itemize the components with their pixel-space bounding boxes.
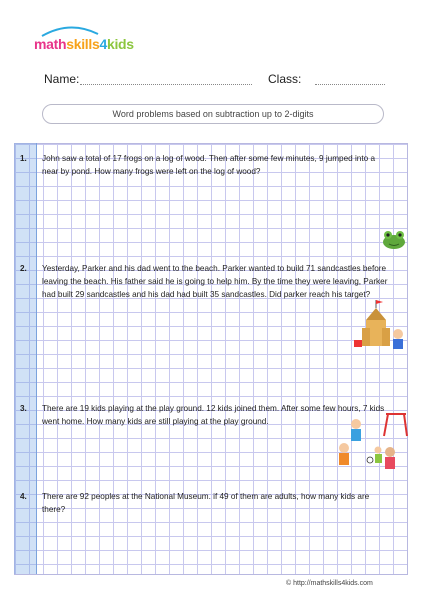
class-label: Class: — [268, 72, 302, 86]
footer-url[interactable]: © http://mathskills4kids.com — [286, 580, 373, 587]
question-text: There are 92 peoples at the National Museum. if 49 of them are adults, how many kids are there? — [42, 492, 370, 514]
worksheet-title: Word problems based on subtraction up to 2-digits — [42, 104, 384, 124]
question-text: John saw a total of 17 frogs on a log of wood. Then after some few minutes, 9 jumped into a near by pond. How many frogs were left on the log of wood? — [42, 154, 376, 176]
logo-part-skills: skills — [66, 36, 100, 52]
class-field[interactable] — [315, 84, 385, 85]
name-label: Name: — [44, 72, 80, 86]
question-number: 4. — [20, 492, 27, 501]
question-number: 3. — [20, 404, 27, 413]
playground-kids-icon — [330, 410, 408, 472]
logo-part-math: math — [34, 36, 67, 52]
question-text: There are 19 kids playing at the play ground. 12 kids joined them. After some few hours, 7 kids went home. How many kids are still playing at the play ground. — [42, 404, 385, 426]
sandcastle-icon — [352, 298, 408, 352]
margin-strip — [14, 143, 37, 574]
logo-part-kids: kids — [106, 36, 134, 52]
question-number: 2. — [20, 264, 27, 273]
brand-logo — [34, 36, 134, 52]
question-number: 1. — [20, 154, 27, 163]
frog-icon — [380, 228, 408, 250]
question-text: Yesterday, Parker and his dad went to the beach. Parker wanted to build 71 sandcastles before leaving the beach. His father said he is going to help him. By the time they were leaving, Parker had built 29 sandcastles and his dad had built 35 sandcastles. Did parker reach his target? — [42, 264, 388, 299]
name-field[interactable] — [80, 84, 252, 85]
logo-part-4: 4 — [99, 36, 107, 52]
